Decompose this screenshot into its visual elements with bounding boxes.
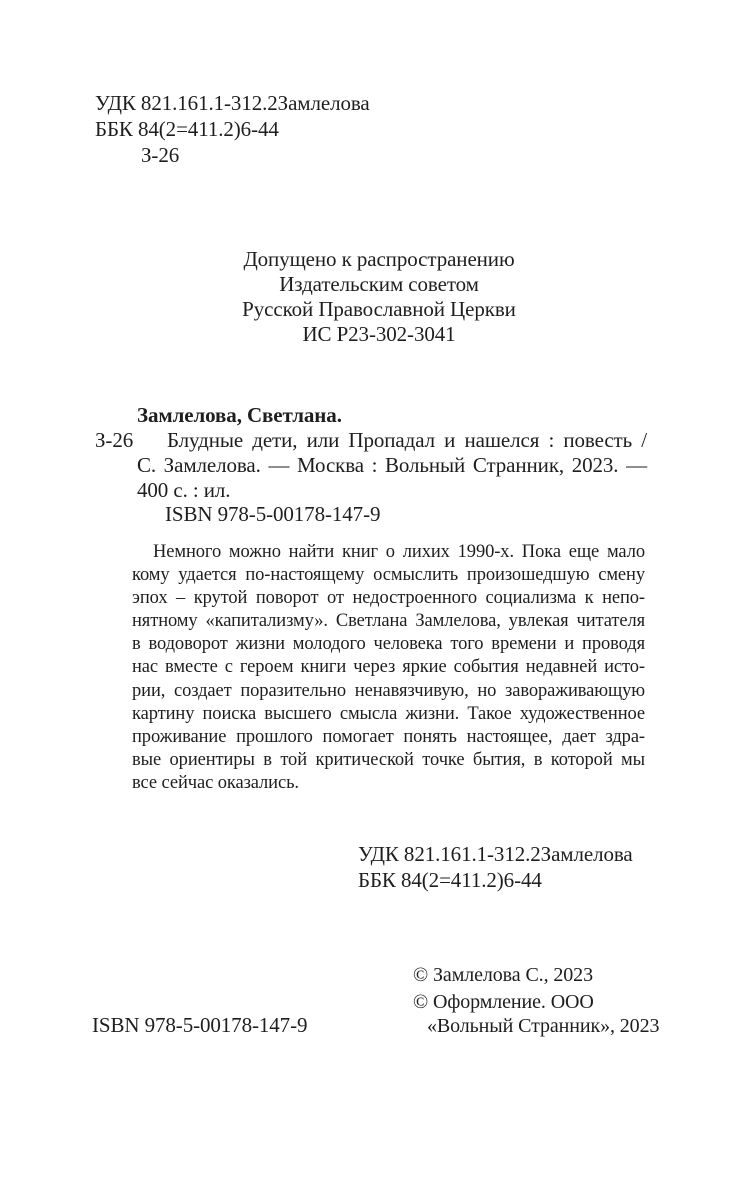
church-permission-note [110,247,648,347]
annotation-line: нятному «капитализму». Светлана Замлелова, увлекая читателя [132,611,645,632]
top-codes-block [95,90,370,168]
copyright-design-line: © Оформление. ООО [413,991,594,1013]
isbn-line: ISBN 978-5-00178-147-9 [165,502,381,526]
annotation-line: в водоворот жизни молодого человека того времени и проводя [132,634,645,655]
annotation-line: все сейчас оказались. [132,772,299,793]
catalog-author: Замлелова, Светлана. [137,403,342,427]
copyright-author-line: © Замлелова С., 2023 [413,964,593,986]
author-sign: З-26 [141,143,180,167]
catalog-entry-first-line [95,428,647,453]
permission-line: ИС Р23-302-3041 [302,322,456,346]
permission-line: Допущено к распространению [243,247,515,271]
annotation-line: кому удается по-настоящему осмыслить произошедшую смену [132,565,645,586]
permission-line: Русской Православной Церкви [242,297,516,321]
udc-code-bottom: УДК 821.161.1-312.2Замлелова [358,842,633,866]
catalog-imprint-line: С. Замлелова. — Москва : Вольный Странник, 2023. — [137,453,647,477]
annotation-line: эпох – крутой поворот от недостроенного социализма к непо- [132,588,645,609]
udc-code: УДК 821.161.1-312.2Замлелова [95,91,370,115]
annotation-line: проживание прошлого помогает понять настоящее, дает здра- [132,726,645,747]
annotation-line: Немного можно найти книг о лихих 1990-х. Пока еще мало [153,542,645,562]
copyright-publisher-line: «Вольный Странник», 2023 [427,1015,660,1037]
bottom-codes-block [358,841,633,893]
catalog-pages-line: 400 с. : ил. [137,478,231,502]
annotation-line: вые ориентиры в той критической точке бытия, в которой мы [132,749,645,770]
annotation-paragraph [132,541,645,795]
annotation-line: картину поиска высшего смысла жизни. Такое художественное [132,703,645,724]
bbk-code: ББК 84(2=411.2)6-44 [95,117,279,141]
permission-line: Издательским советом [279,272,479,296]
copyright-block [413,963,659,1038]
annotation-line: нас вместе с героем книги через яркие события недавней исто- [132,657,645,678]
isbn-bottom-line: ISBN 978-5-00178-147-9 [92,1013,308,1037]
catalog-author-sign: З-26 [95,428,134,452]
bbk-code-bottom: ББК 84(2=411.2)6-44 [358,868,542,892]
annotation-line: рии, создает поразительно ненавязчивую, но завораживающую [132,680,645,701]
catalog-title-line: Блудные дети, или Пропадал и нашелся : повесть / [167,428,647,452]
catalog-card [95,403,647,503]
